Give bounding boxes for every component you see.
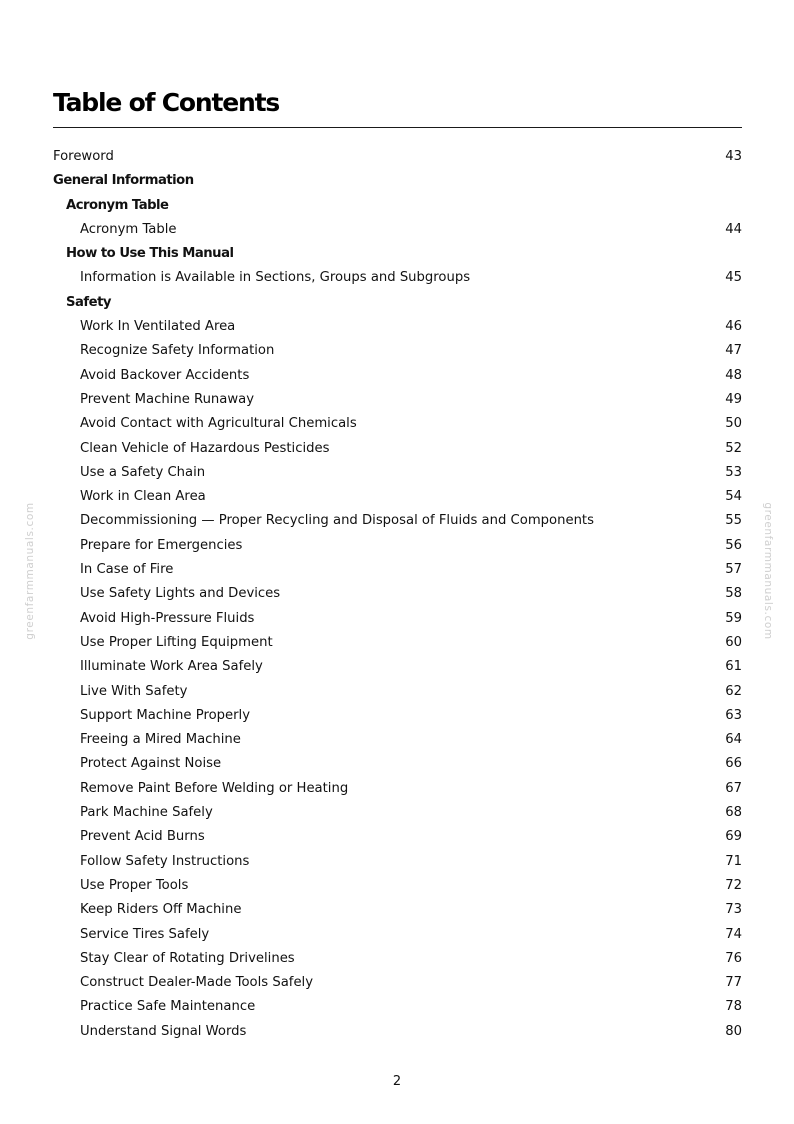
toc-entry-label: Avoid Backover Accidents <box>80 367 250 383</box>
toc-entry-label: Illuminate Work Area Safely <box>80 659 263 675</box>
toc-entry[interactable] <box>53 315 742 339</box>
toc-entry-page-number: 64 <box>725 732 742 748</box>
toc-entry-label: Practice Safe Maintenance <box>80 999 256 1015</box>
toc-entry-page-number: 73 <box>725 902 742 918</box>
toc-entry-label: Prevent Machine Runaway <box>80 391 255 407</box>
toc-section-heading <box>53 242 742 266</box>
toc-entry-label: Use Proper Tools <box>80 877 189 893</box>
toc-entry-page-number: 61 <box>725 659 742 675</box>
toc-entry[interactable] <box>53 777 742 801</box>
toc-entry[interactable] <box>53 995 742 1019</box>
toc-entry-page-number: 72 <box>725 877 742 893</box>
toc-entry[interactable] <box>53 631 742 655</box>
toc-entry-label: Live With Safety <box>80 683 188 699</box>
toc-entry[interactable] <box>53 874 742 898</box>
toc-entry-page-number: 55 <box>725 513 742 529</box>
toc-entry-label: Avoid High-Pressure Fluids <box>80 610 255 626</box>
toc-entry-page-number: 46 <box>725 319 742 335</box>
toc-entry-page-number: 66 <box>725 756 742 772</box>
toc-entry[interactable] <box>53 704 742 728</box>
toc-entry-label: Safety <box>66 294 111 310</box>
toc-entry[interactable] <box>53 1020 742 1044</box>
toc-entry-page-number: 48 <box>725 367 742 383</box>
toc-entry-page-number: 52 <box>725 440 742 456</box>
table-of-contents <box>53 145 742 1044</box>
toc-entry-label: Work in Clean Area <box>80 489 206 505</box>
toc-entry-label: Prevent Acid Burns <box>80 829 205 845</box>
toc-entry-page-number: 60 <box>725 634 742 650</box>
toc-entry[interactable] <box>53 509 742 533</box>
page-title: Table of Contents <box>53 88 280 117</box>
toc-entry-page-number: 44 <box>725 221 742 237</box>
toc-entry[interactable] <box>53 266 742 290</box>
toc-entry-label: Use Proper Lifting Equipment <box>80 634 273 650</box>
toc-entry-page-number: 67 <box>725 780 742 796</box>
toc-entry-label: Service Tires Safely <box>80 926 210 942</box>
toc-entry-page-number: 63 <box>725 707 742 723</box>
toc-entry[interactable] <box>53 364 742 388</box>
toc-entry[interactable] <box>53 923 742 947</box>
toc-entry-label: Clean Vehicle of Hazardous Pesticides <box>80 440 330 456</box>
toc-section-heading <box>53 169 742 193</box>
toc-entry[interactable] <box>53 412 742 436</box>
toc-entry-label: Protect Against Noise <box>80 756 222 772</box>
toc-entry-label: Park Machine Safely <box>80 805 213 821</box>
toc-entry-page-number: 59 <box>725 610 742 626</box>
toc-entry-label: Use a Safety Chain <box>80 464 206 480</box>
page-number: 2 <box>392 1074 402 1089</box>
toc-entry-label: Foreword <box>53 149 114 164</box>
toc-entry-page-number: 53 <box>725 464 742 480</box>
toc-entry-page-number: 80 <box>725 1023 742 1039</box>
toc-entry[interactable] <box>53 558 742 582</box>
toc-entry-label: Keep Riders Off Machine <box>80 902 242 918</box>
toc-entry-page-number: 77 <box>725 975 742 991</box>
toc-entry[interactable] <box>53 655 742 679</box>
toc-entry-page-number: 49 <box>725 391 742 407</box>
toc-entry-label: Stay Clear of Rotating Drivelines <box>80 950 295 966</box>
toc-entry-label: Information is Available in Sections, Groups and Subgroups <box>80 270 471 286</box>
toc-entry-page-number: 74 <box>725 926 742 942</box>
toc-entry-label: Acronym Table <box>66 197 169 213</box>
toc-entry-page-number: 71 <box>725 853 742 869</box>
toc-entry-page-number: 76 <box>725 950 742 966</box>
toc-entry-label: Use Safety Lights and Devices <box>80 586 281 602</box>
toc-entry-label: Work In Ventilated Area <box>80 319 236 335</box>
toc-entry-page-number: 58 <box>725 586 742 602</box>
toc-entry-label: Decommissioning — Proper Recycling and Disposal of Fluids and Components <box>80 513 594 529</box>
toc-entry-label: Follow Safety Instructions <box>80 853 250 869</box>
toc-entry-page-number: 50 <box>725 416 742 432</box>
toc-entry-page-number: 54 <box>725 489 742 505</box>
toc-entry[interactable] <box>53 680 742 704</box>
toc-entry-label: Prepare for Emergencies <box>80 537 243 553</box>
toc-entry[interactable] <box>53 218 742 242</box>
toc-entry[interactable] <box>53 339 742 363</box>
toc-entry-label: General Information <box>53 173 194 189</box>
watermark-left: greenfarmmanuals.com <box>24 502 36 640</box>
toc-entry-label: Understand Signal Words <box>80 1023 247 1039</box>
toc-entry-label: Construct Dealer-Made Tools Safely <box>80 975 314 991</box>
toc-entry-label: In Case of Fire <box>80 562 174 578</box>
toc-entry[interactable] <box>53 752 742 776</box>
toc-entry[interactable] <box>53 801 742 825</box>
toc-section-heading <box>53 194 742 218</box>
toc-entry[interactable] <box>53 437 742 461</box>
toc-section-heading <box>53 291 742 315</box>
toc-entry-label: Freeing a Mired Machine <box>80 732 241 748</box>
toc-entry[interactable] <box>53 825 742 849</box>
toc-entry-label: How to Use This Manual <box>66 246 234 262</box>
toc-entry-page-number: 69 <box>725 829 742 845</box>
toc-entry-page-number: 57 <box>725 562 742 578</box>
title-divider <box>53 127 742 128</box>
toc-entry-page-number: 45 <box>725 270 742 286</box>
toc-entry-page-number: 62 <box>725 683 742 699</box>
toc-entry-label: Support Machine Properly <box>80 707 251 723</box>
toc-entry[interactable] <box>53 461 742 485</box>
toc-entry[interactable] <box>53 145 742 169</box>
toc-entry-page-number: 43 <box>725 149 742 164</box>
toc-entry[interactable] <box>53 971 742 995</box>
toc-entry[interactable] <box>53 947 742 971</box>
toc-entry-label: Remove Paint Before Welding or Heating <box>80 780 349 796</box>
toc-entry[interactable] <box>53 534 742 558</box>
toc-entry[interactable] <box>53 850 742 874</box>
toc-entry[interactable] <box>53 898 742 922</box>
toc-entry-page-number: 47 <box>725 343 742 359</box>
toc-entry[interactable] <box>53 485 742 509</box>
toc-entry[interactable] <box>53 728 742 752</box>
toc-entry-label: Acronym Table <box>80 221 177 237</box>
toc-entry[interactable] <box>53 607 742 631</box>
watermark-right: greenfarmmanuals.com <box>762 502 774 640</box>
toc-entry[interactable] <box>53 388 742 412</box>
toc-entry[interactable] <box>53 582 742 606</box>
toc-entry-page-number: 78 <box>725 999 742 1015</box>
toc-entry-label: Recognize Safety Information <box>80 343 275 359</box>
toc-entry-page-number: 56 <box>725 537 742 553</box>
toc-entry-page-number: 68 <box>725 805 742 821</box>
toc-entry-label: Avoid Contact with Agricultural Chemicals <box>80 416 357 432</box>
